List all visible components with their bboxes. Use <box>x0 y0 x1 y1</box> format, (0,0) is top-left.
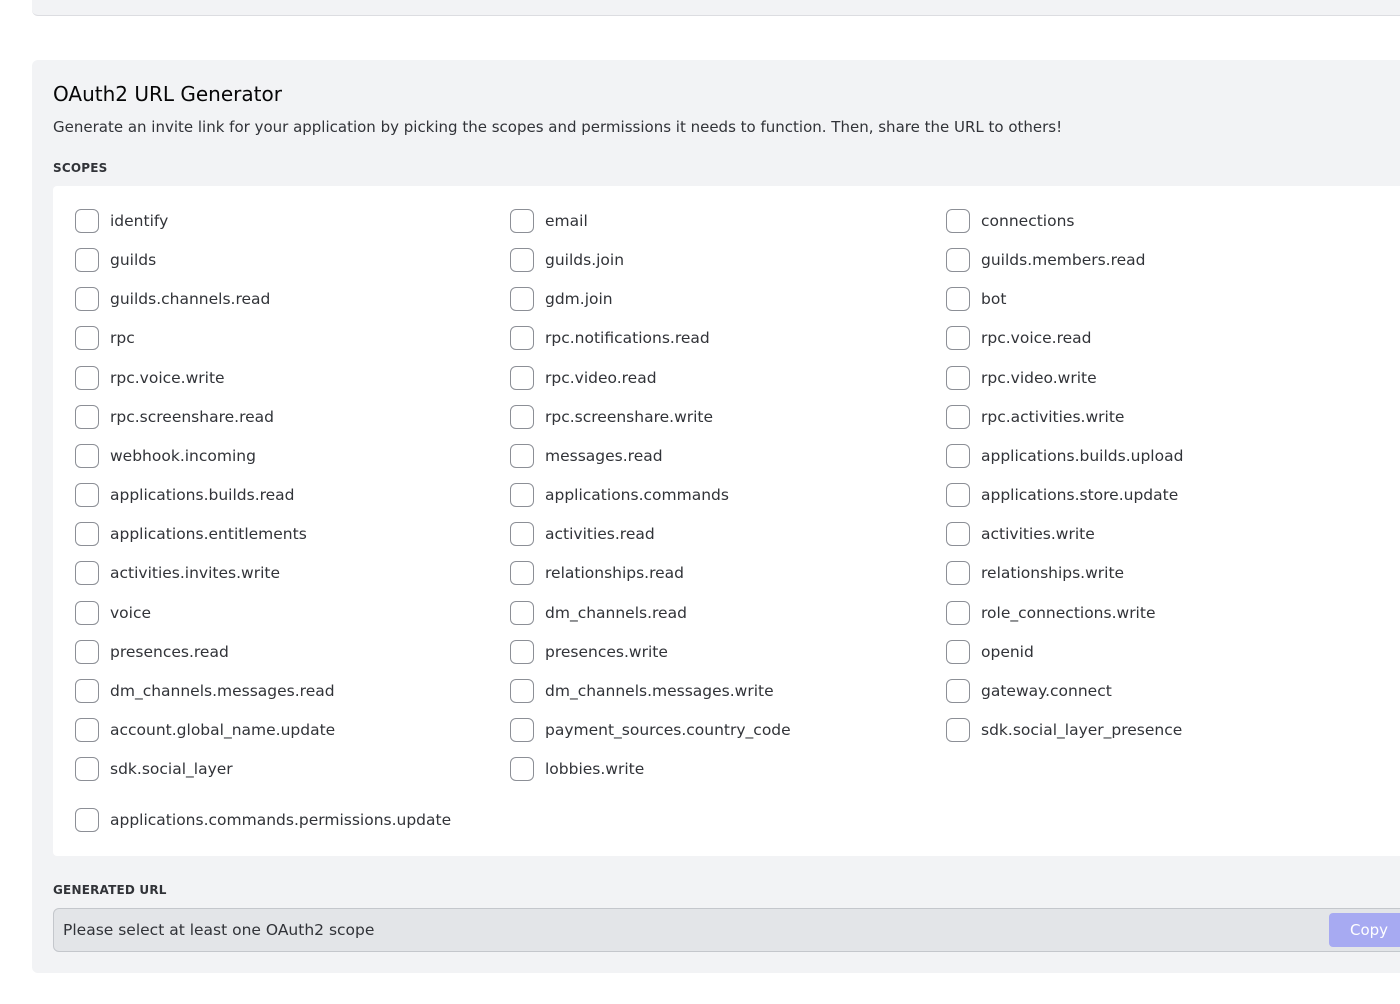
scope-checkbox[interactable] <box>75 209 99 233</box>
scope-checkbox[interactable] <box>946 209 970 233</box>
scope-label: relationships.write <box>981 564 1125 583</box>
scope-option-identify[interactable] <box>75 207 168 235</box>
scope-option-guilds-join[interactable] <box>510 246 624 274</box>
copy-url-button[interactable]: Copy <box>1329 913 1400 947</box>
scope-option-rpc-screenshare-read[interactable] <box>75 403 274 431</box>
scope-label: sdk.social_layer_presence <box>981 720 1183 739</box>
scope-option-role-connections-write[interactable] <box>946 599 1155 627</box>
scope-label: rpc.voice.write <box>110 368 225 387</box>
scope-option-gdm-join[interactable] <box>510 285 613 313</box>
scope-label: role_connections.write <box>981 603 1156 622</box>
scope-checkbox[interactable] <box>510 757 534 781</box>
scope-option-relationships-read[interactable] <box>510 559 684 587</box>
scope-label: relationships.read <box>545 564 685 583</box>
scope-checkbox[interactable] <box>946 522 970 546</box>
previous-section-panel <box>32 0 1400 16</box>
scope-label: openid <box>981 642 1034 661</box>
scope-label: account.global_name.update <box>110 720 336 739</box>
scope-option-webhook-incoming[interactable] <box>75 442 256 470</box>
scope-label: dm_channels.read <box>545 603 687 622</box>
scope-label: applications.commands.permissions.update <box>110 811 452 829</box>
scope-option-bot[interactable] <box>946 285 1006 313</box>
scope-checkbox[interactable] <box>946 718 970 742</box>
scope-option-guilds[interactable] <box>75 246 156 274</box>
scope-checkbox[interactable] <box>510 601 534 625</box>
scope-label: applications.builds.read <box>110 486 295 505</box>
scope-option-applications-commands[interactable] <box>510 481 729 509</box>
scope-label: rpc.video.write <box>981 368 1097 387</box>
scope-option-messages-read[interactable] <box>510 442 663 470</box>
scope-checkbox[interactable] <box>510 287 534 311</box>
scope-checkbox[interactable] <box>510 718 534 742</box>
scope-option-email[interactable] <box>510 207 588 235</box>
scope-label: presences.read <box>110 642 229 661</box>
scope-option-dm-channels-messages-read[interactable] <box>75 677 335 705</box>
scope-checkbox[interactable] <box>946 640 970 664</box>
scope-label: bot <box>981 290 1007 309</box>
scope-option-sdk-social-layer-presence[interactable] <box>946 716 1182 744</box>
scope-option-presences-read[interactable] <box>75 638 229 666</box>
scope-label: sdk.social_layer <box>110 760 233 779</box>
scope-label: lobbies.write <box>545 760 645 779</box>
scope-option-relationships-write[interactable] <box>946 559 1124 587</box>
scope-checkbox[interactable] <box>510 444 534 468</box>
scope-label: activities.read <box>545 525 655 544</box>
scope-label: dm_channels.messages.write <box>545 681 774 700</box>
scope-option-rpc[interactable] <box>75 324 135 352</box>
scope-label: messages.read <box>545 446 663 465</box>
scope-checkbox[interactable] <box>946 561 970 585</box>
scope-checkbox[interactable] <box>75 444 99 468</box>
scope-label: webhook.incoming <box>110 446 256 465</box>
scope-option-voice[interactable] <box>75 599 151 627</box>
scope-checkbox[interactable] <box>75 601 99 625</box>
scope-checkbox[interactable] <box>510 405 534 429</box>
scope-checkbox[interactable] <box>75 561 99 585</box>
section-description: Generate an invite link for your application by picking the scopes and permissions it needs to function. Then, share the URL to others! <box>53 118 1063 136</box>
scope-option-rpc-screenshare-write[interactable] <box>510 403 713 431</box>
scopes-checkbox-grid <box>53 186 1400 856</box>
scope-option-account-global-name-update[interactable] <box>75 716 335 744</box>
scope-option-rpc-video-read[interactable] <box>510 364 657 392</box>
scope-option-applications-commands-permissions-update[interactable] <box>75 806 451 834</box>
scope-option-applications-builds-read[interactable] <box>75 481 295 509</box>
generated-url-input[interactable] <box>54 909 1324 951</box>
scope-checkbox[interactable] <box>510 640 534 664</box>
scope-label: rpc.screenshare.write <box>545 407 714 426</box>
scope-label: guilds <box>110 251 157 270</box>
scope-label: guilds.join <box>545 251 625 270</box>
scope-label: email <box>545 212 588 230</box>
scope-label: applications.builds.upload <box>981 446 1184 465</box>
scope-checkbox[interactable] <box>946 483 970 507</box>
scope-option-applications-builds-upload[interactable] <box>946 442 1183 470</box>
scope-label: presences.write <box>545 642 668 661</box>
scopes-label: SCOPES <box>53 161 108 175</box>
scope-option-activities-write[interactable] <box>946 520 1095 548</box>
scope-option-connections[interactable] <box>946 207 1074 235</box>
oauth2-url-generator-panel <box>32 60 1400 973</box>
scope-option-lobbies-write[interactable] <box>510 755 644 783</box>
scope-checkbox[interactable] <box>75 757 99 781</box>
scope-checkbox[interactable] <box>946 679 970 703</box>
scope-checkbox[interactable] <box>510 248 534 272</box>
scope-option-activities-invites-write[interactable] <box>75 559 280 587</box>
scope-label: rpc.video.read <box>545 368 657 387</box>
scope-label: rpc.activities.write <box>981 407 1125 426</box>
scope-checkbox[interactable] <box>510 679 534 703</box>
scope-option-applications-store-update[interactable] <box>946 481 1178 509</box>
scope-label: connections <box>981 212 1075 230</box>
scope-label: activities.write <box>981 525 1095 544</box>
scope-option-rpc-activities-write[interactable] <box>946 403 1124 431</box>
scope-label: gateway.connect <box>981 681 1112 700</box>
scope-option-rpc-voice-read[interactable] <box>946 324 1092 352</box>
scope-label: gdm.join <box>545 290 613 309</box>
scope-checkbox[interactable] <box>946 248 970 272</box>
scope-checkbox[interactable] <box>946 287 970 311</box>
scope-label: dm_channels.messages.read <box>110 681 335 700</box>
scope-label: applications.commands <box>545 486 729 505</box>
scope-label: voice <box>110 603 152 622</box>
scope-checkbox[interactable] <box>75 405 99 429</box>
scope-option-sdk-social-layer[interactable] <box>75 755 233 783</box>
scope-option-rpc-video-write[interactable] <box>946 364 1097 392</box>
scope-checkbox[interactable] <box>75 248 99 272</box>
scope-checkbox[interactable] <box>946 326 970 350</box>
scope-checkbox[interactable] <box>510 209 534 233</box>
scope-option-rpc-voice-write[interactable] <box>75 364 225 392</box>
scope-option-activities-read[interactable] <box>510 520 655 548</box>
scope-checkbox[interactable] <box>510 326 534 350</box>
scope-label: guilds.members.read <box>981 251 1146 270</box>
scope-checkbox[interactable] <box>75 640 99 664</box>
scope-label: applications.entitlements <box>110 525 307 544</box>
scope-checkbox[interactable] <box>75 483 99 507</box>
scope-checkbox[interactable] <box>75 522 99 546</box>
scope-option-dm-channels-messages-write[interactable] <box>510 677 774 705</box>
scope-checkbox[interactable] <box>510 561 534 585</box>
scope-option-openid[interactable] <box>946 638 1034 666</box>
scope-checkbox[interactable] <box>510 483 534 507</box>
scope-label: guilds.channels.read <box>110 290 271 309</box>
scope-checkbox[interactable] <box>946 601 970 625</box>
scope-checkbox[interactable] <box>75 366 99 390</box>
scope-option-guilds-members-read[interactable] <box>946 246 1146 274</box>
scope-checkbox[interactable] <box>75 287 99 311</box>
scope-label: rpc <box>110 329 135 348</box>
scope-option-guilds-channels-read[interactable] <box>75 285 270 313</box>
scope-checkbox[interactable] <box>510 366 534 390</box>
scope-checkbox[interactable] <box>75 718 99 742</box>
generated-url-row <box>53 908 1400 952</box>
scope-label: payment_sources.country_code <box>545 720 791 739</box>
scope-label: rpc.voice.read <box>981 329 1092 348</box>
scope-option-presences-write[interactable] <box>510 638 668 666</box>
scope-label: activities.invites.write <box>110 564 281 583</box>
scope-checkbox[interactable] <box>75 679 99 703</box>
scope-option-gateway-connect[interactable] <box>946 677 1112 705</box>
scope-option-payment-sources-country-code[interactable] <box>510 716 791 744</box>
scope-label: applications.store.update <box>981 486 1179 505</box>
scope-option-rpc-notifications-read[interactable] <box>510 324 710 352</box>
scope-label: identify <box>110 212 169 230</box>
scope-option-dm-channels-read[interactable] <box>510 599 687 627</box>
scope-label: rpc.notifications.read <box>545 329 710 348</box>
scope-checkbox[interactable] <box>946 366 970 390</box>
section-title: OAuth2 URL Generator <box>53 82 282 106</box>
scope-option-applications-entitlements[interactable] <box>75 520 307 548</box>
scope-checkbox[interactable] <box>946 405 970 429</box>
scope-checkbox[interactable] <box>75 808 99 832</box>
generated-url-label: GENERATED URL <box>53 883 167 897</box>
scope-checkbox[interactable] <box>75 326 99 350</box>
scope-label: rpc.screenshare.read <box>110 407 274 426</box>
scope-checkbox[interactable] <box>510 522 534 546</box>
scope-checkbox[interactable] <box>946 444 970 468</box>
